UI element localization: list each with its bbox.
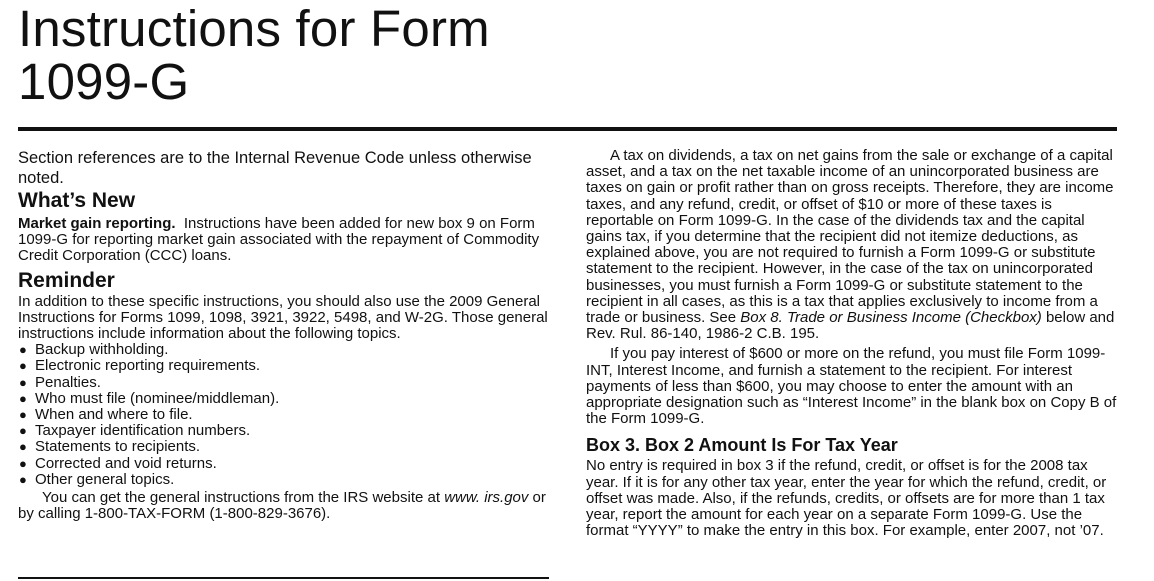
irs-website-link[interactable]: www. irs.gov — [444, 489, 529, 507]
bullet-icon: ● — [19, 471, 27, 487]
whats-new-heading: What’s New — [18, 189, 136, 212]
bullet-icon: ● — [19, 407, 27, 423]
box3-heading: Box 3. Box 2 Amount Is For Tax Year — [586, 435, 898, 456]
bullet-icon: ● — [19, 455, 27, 471]
intro-text: Section references are to the Internal Revenue Code unless otherwise noted. — [18, 149, 532, 187]
list-item: ● Statements to recipients. — [19, 438, 201, 456]
list-item: ● Taxpayer identification numbers. — [19, 422, 251, 440]
reminder-heading: Reminder — [18, 268, 115, 292]
box8-reference: Box 8. Trade or Business Income (Checkbox) — [740, 309, 1042, 327]
bullet-icon: ● — [19, 390, 27, 406]
page-title — [18, 2, 490, 108]
bullet-icon: ● — [19, 342, 27, 358]
reminder-text: In addition to these specific instructions, you should also use the 2009 General Instructions for Forms 1099, 1098, 3921, 3922, 5498, and W-2G. Those general instructions include information about the following topics. — [18, 292, 548, 343]
topics-list — [18, 342, 548, 488]
bullet-icon: ● — [19, 439, 27, 455]
right-column — [586, 148, 1117, 539]
market-gain-text: Instructions have been added for new box 9 on Form 1099-G for reporting market gain associated with the repayment of Commodity Credit Corporation (CCC) loans. — [18, 215, 540, 265]
bullet-icon: ● — [19, 358, 27, 374]
interest-paragraph: If you pay interest of $600 or more on the refund, you must file Form 1099-INT, Interest Income, and furnish a statement to the recipient. For interest payments of less than $600, you may choose to enter the amount with an appropriate designation such as “Interest Income” in the blank box on Copy B of the Form 1099-G. — [586, 345, 1117, 428]
general-instructions-paragraph: You can get the general instructions from the IRS website at www. irs.gov or by calling 1-800-TAX-FORM (1-800-829-3676). — [18, 489, 546, 523]
bullet-icon: ● — [19, 374, 27, 390]
income-tax-paragraph: A tax on dividends, a tax on net gains from the sale or exchange of a capital asset, and a tax on the net taxable income of an unincorporated business are taxes on gain or profit rather than on gross receipts. Therefore, they are income taxes, and any refund, credit, or offset of $10 or more of these taxes is reportable on Form 1099-G. In the case of the dividends tax and the capital gains tax, if you determine that the recipient did not itemize deductions, as explained above, you are not required to furnish a Form 1099-G or substitute statement to the recipient. However, in the case of the tax on unincorporated businesses, you must furnish a Form 1099-G or substitute statement to the recipient in all cases, as this is a tax that applies exclusively to income from a trade or business. See Box 8. Trade or Business Income (Checkbox) below and Rev. Rul. 86-140, 1986-2 C.B. 195. — [586, 147, 1115, 343]
box3-text: No entry is required in box 3 if the refund, credit, or offset is for the 2008 tax year. If it is for any other tax year, enter the year for which the refund, credit, or offset was made. Also, if the refunds, credits, or offsets are for more than 1 tax year, report the amount for each year on a separate Form 1099-G. Use the format “YYYY” to make the entry in this box. For example, enter 2007, not ’07. — [586, 457, 1107, 540]
market-gain-paragraph — [18, 216, 548, 265]
list-item: ● When and where to file. — [19, 406, 193, 424]
title-line-1: Instructions for Form — [18, 0, 490, 57]
list-item: ● Electronic reporting requirements. — [19, 357, 261, 375]
title-line-2: 1099-G — [18, 53, 190, 110]
column-end-rule — [18, 577, 549, 579]
list-item: ● Backup withholding. — [19, 341, 169, 359]
market-gain-label: Market gain reporting. — [18, 215, 176, 232]
list-item: ● Penalties. — [19, 373, 101, 391]
list-item: ● Who must file (nominee/middleman). — [19, 389, 280, 407]
title-rule — [18, 127, 1117, 131]
list-item: ● Corrected and void returns. — [19, 454, 217, 472]
bullet-icon: ● — [19, 423, 27, 439]
list-item: ● Other general topics. — [19, 470, 175, 488]
left-column — [18, 148, 548, 522]
